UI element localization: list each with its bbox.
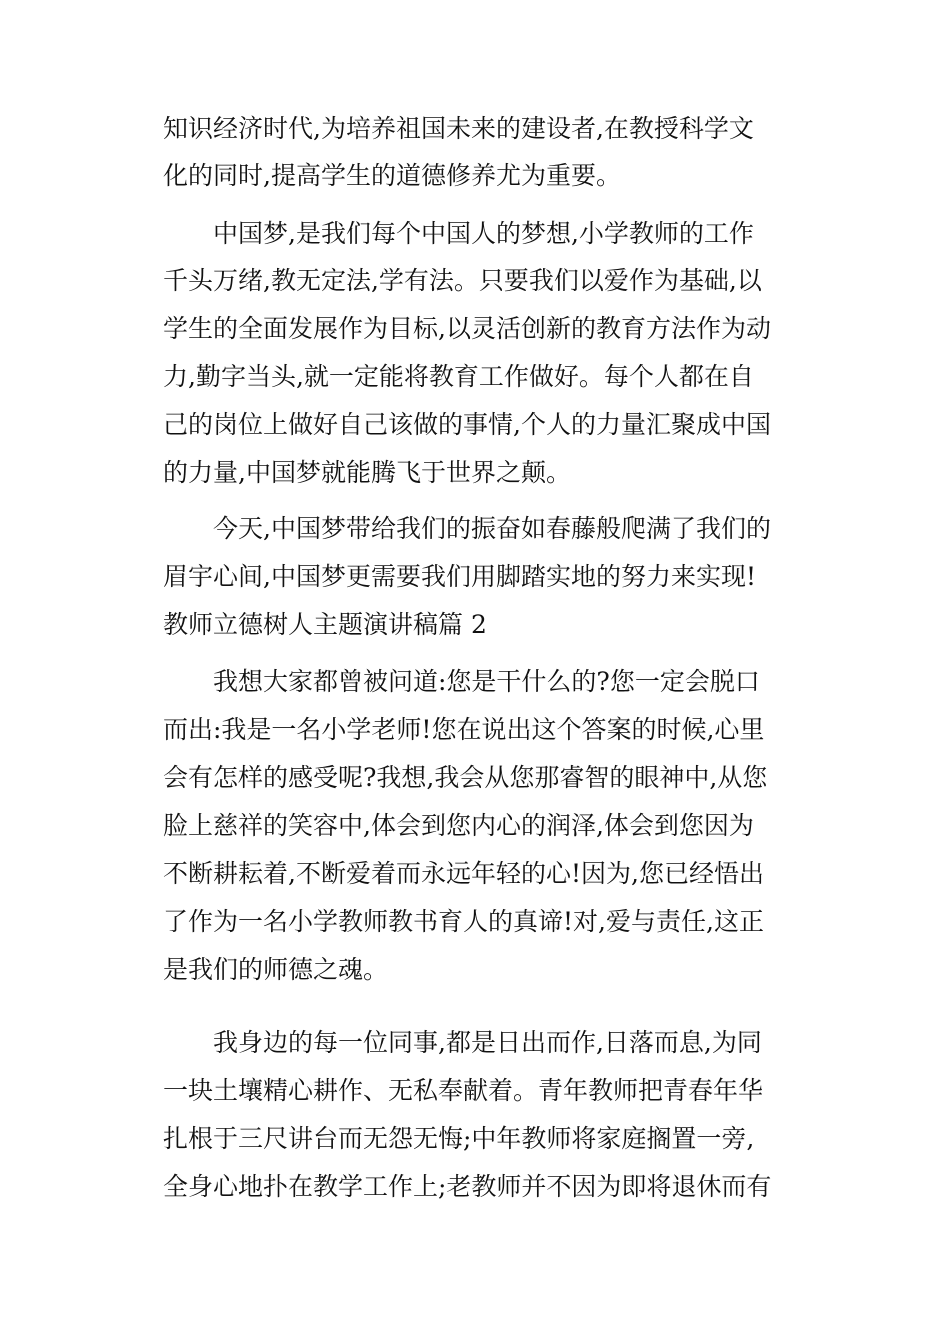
text-line: 力,勤字当头,就一定能将教育工作做好。每个人都在自 [163,362,754,391]
text-line: 千头万绪,教无定法,学有法。只要我们以爱作为基础,以 [163,266,762,295]
paragraph-first-line: 我想大家都曾被问道:您是干什么的?您一定会脱口 [213,667,760,696]
text-line: 学生的全面发展作为目标,以灵活创新的教育方法作为动 [163,314,771,343]
text-line: 一块土壤精心耕作、无私奉献着。青年教师把青春年华 [163,1076,764,1105]
text-line: 了作为一名小学教师教书育人的真谛!对,爱与责任,这正 [163,907,764,936]
text-line: 而出:我是一名小学老师!您在说出这个答案的时候,心里 [163,715,765,744]
paragraph-first-line: 今天,中国梦带给我们的振奋如春藤般爬满了我们的 [213,514,771,543]
text-line: 化的同时,提高学生的道德修养尤为重要。 [163,161,621,190]
text-line: 扎根于三尺讲台而无怨无悔;中年教师将家庭搁置一旁, [163,1124,755,1153]
paragraph-first-line: 中国梦,是我们每个中国人的梦想,小学教师的工作 [213,219,754,248]
text-line: 己的岗位上做好自己该做的事情,个人的力量汇聚成中国 [163,410,771,439]
text-line: 眉宇心间,中国梦更需要我们用脚踏实地的努力来实现! [163,562,756,591]
text-line: 全身心地扑在教学工作上;老教师并不因为即将退休而有 [163,1172,772,1201]
text-line: 不断耕耘着,不断爱着而永远年轻的心!因为,您已经悟出 [163,859,764,888]
text-line: 会有怎样的感受呢?我想,我会从您那睿智的眼神中,从您 [163,763,768,792]
paragraph-first-line: 我身边的每一位同事,都是日出而作,日落而息,为同 [213,1028,762,1057]
text-line: 是我们的师德之魂。 [163,955,389,984]
text-line: 脸上慈祥的笑容中,体会到您内心的润泽,体会到您因为 [163,811,754,840]
section-heading: 教师立德树人主题演讲稿篇 2 [163,610,487,639]
text-line: 知识经济时代,为培养祖国未来的建设者,在教授科学文 [163,114,754,143]
text-line: 的力量,中国梦就能腾飞于世界之颠。 [163,458,571,487]
